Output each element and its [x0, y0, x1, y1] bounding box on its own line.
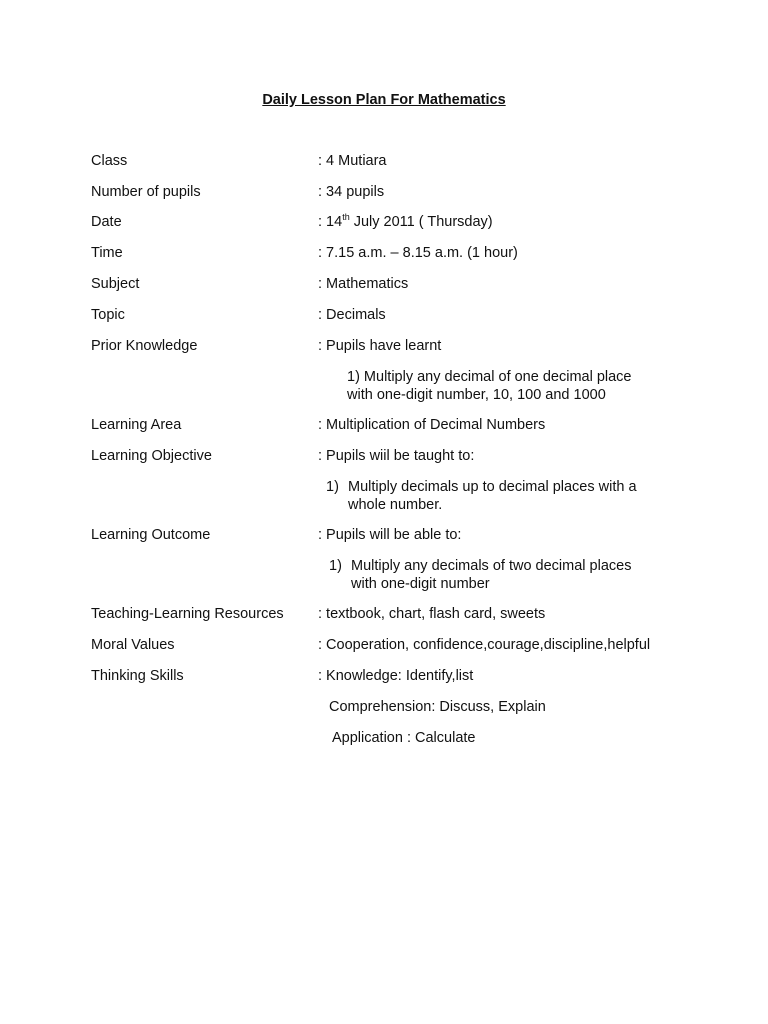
label-learning-outcome: Learning Outcome [91, 527, 211, 543]
learning-outcome-item-line1: Multiply any decimals of two decimal places [351, 558, 632, 574]
row-time [0, 245, 768, 265]
label-time: Time [91, 245, 123, 261]
learning-objective-item-line1: Multiply decimals up to decimal places with a [348, 479, 637, 495]
learning-objective-item-line2: whole number. [348, 497, 443, 513]
thinking-skills-application: Application : Calculate [332, 730, 476, 746]
value-moral-values: : Cooperation, confidence,courage,discipline,helpful [318, 637, 651, 653]
label-topic: Topic [91, 307, 125, 323]
value-subject: : Mathematics [318, 276, 409, 292]
label-subject: Subject [91, 276, 140, 292]
row-date [0, 214, 768, 234]
learning-objective-item-number: 1) [326, 479, 339, 495]
value-resources: : textbook, chart, flash card, sweets [318, 606, 546, 622]
learning-outcome-item-number: 1) [329, 558, 342, 574]
label-resources: Teaching-Learning Resources [91, 606, 284, 622]
row-learning-objective [0, 448, 768, 468]
label-date: Date [91, 214, 122, 230]
value-learning-objective: : Pupils wiil be taught to: [318, 448, 475, 464]
row-learning-outcome [0, 527, 768, 547]
label-moral-values: Moral Values [91, 637, 175, 653]
value-thinking-skills: : Knowledge: Identify,list [318, 668, 474, 684]
row-pupils [0, 184, 768, 204]
value-time: : 7.15 a.m. – 8.15 a.m. (1 hour) [318, 245, 518, 261]
prior-knowledge-item-line2: with one-digit number, 10, 100 and 1000 [347, 387, 606, 403]
thinking-skills-comprehension: Comprehension: Discuss, Explain [329, 699, 546, 715]
value-class: : 4 Mutiara [318, 153, 387, 169]
label-prior-knowledge: Prior Knowledge [91, 338, 198, 354]
date-rest: July 2011 ( Thursday) [349, 214, 493, 230]
prior-knowledge-item-line1: 1) Multiply any decimal of one decimal place [347, 369, 632, 385]
value-date [318, 214, 493, 230]
label-class: Class [91, 153, 128, 169]
row-subject [0, 276, 768, 296]
date-ordinal: th [342, 212, 350, 223]
row-moral-values [0, 637, 768, 657]
label-pupils: Number of pupils [91, 184, 201, 200]
row-prior-knowledge [0, 338, 768, 358]
row-resources [0, 606, 768, 626]
row-topic [0, 307, 768, 327]
label-learning-area: Learning Area [91, 417, 182, 433]
value-learning-outcome: : Pupils will be able to: [318, 527, 462, 543]
value-prior-knowledge: : Pupils have learnt [318, 338, 442, 354]
label-thinking-skills: Thinking Skills [91, 668, 184, 684]
date-day: : 14 [318, 214, 343, 230]
value-pupils: : 34 pupils [318, 184, 385, 200]
row-thinking-skills [0, 668, 768, 688]
label-learning-objective: Learning Objective [91, 448, 212, 464]
row-class [0, 153, 768, 173]
value-learning-area: : Multiplication of Decimal Numbers [318, 417, 546, 433]
row-learning-area [0, 417, 768, 437]
value-topic: : Decimals [318, 307, 386, 323]
title-text: Daily Lesson Plan For Mathematics [262, 92, 506, 108]
page-title [0, 92, 768, 108]
learning-outcome-item-line2: with one-digit number [351, 576, 490, 592]
